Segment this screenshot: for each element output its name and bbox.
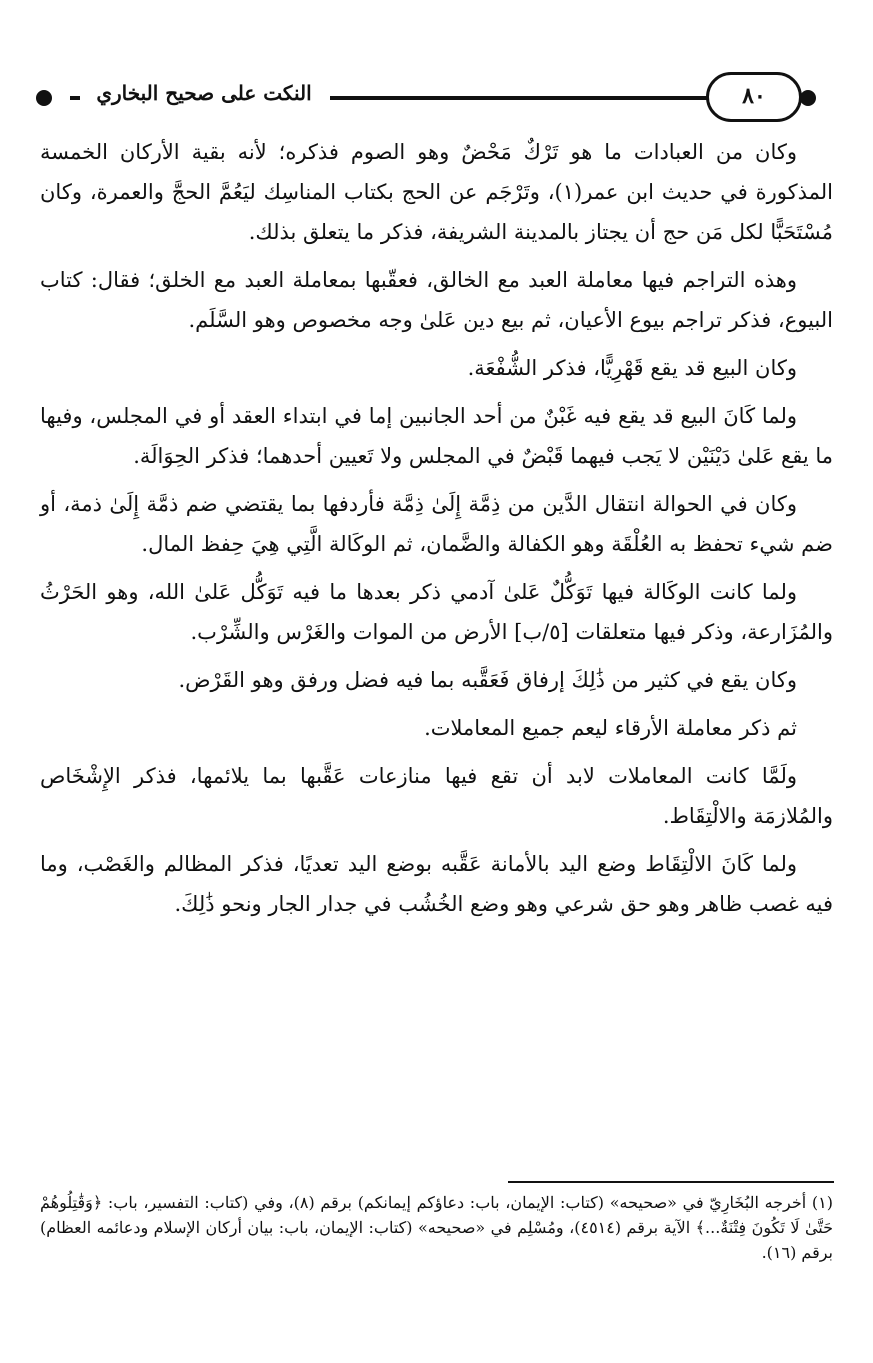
running-header: [30, 72, 832, 126]
main-text: [40, 132, 833, 932]
header-ornament-dot-right: [800, 90, 816, 106]
paragraph: ولَمَّا كانت المعاملات لابد أن تقع فيها منازعات عَقَّبها بما يلائمها، فذكر الإِشْخَاص والمُلازمَة والالْتِقَاط.: [40, 764, 833, 828]
header-rule-left: [70, 96, 80, 100]
paragraph: ولما كَانَ البيع قد يقع فيه غَبْنٌ من أحد الجانبين إما في ابتداء العقد أو في المجلس، وفيها ما يقع عَلىٰ دَيْنَيْن لا يَجب فيهما قَبْضٌ في المجلس ولا تَعيين أحدهما؛ فذكر الحِوَالَة.: [40, 404, 833, 468]
page-number-frame: [706, 72, 802, 122]
header-rule: [330, 96, 730, 100]
paragraph: ولما كَانَ الالْتِقَاط وضع اليد بالأمانة عَقَّبه بوضع اليد تعديًا، فذكر المظالم والغَصْب، وما فيه غصب ظاهر وهو حق شرعي وهو وضع الخُشُب في جدار الجار ونحو ذَٰلِكَ.: [40, 852, 833, 916]
paragraph: وكان من العبادات ما هو تَرْكٌ مَحْضٌ وهو الصوم فذكره؛ لأنه بقية الأركان الخمسة المذكورة في حديث ابن عمر(١)، وتَرْجَم عن الحج بكتاب المناسِك ليَعُمَّ الحجَّ والعمرة، وكان مُسْتَحَبًّا لكل مَن حج أن يجتاز بالمدينة الشريفة، فذكر ما يتعلق بذلك.: [40, 140, 833, 244]
footnote: (١) أخرجه البُخَارِيّ في «صحيحه» (كتاب: الإيمان، باب: دعاؤكم إيمانكم) برقم (٨)، وفي (كتاب: التفسير، باب: ﴿وَقَٰتِلُوهُمْ حَتَّىٰ لَا تَكُونَ فِتْنَةٌ...﴾ الآية برقم (٤٥١٤)، ومُسْلِم في «صحيحه» (كتاب: الإيمان، باب: بيان أركان الإسلام ودعائمه العظام) برقم (١٦).: [40, 1193, 834, 1262]
paragraph: وكان في الحوالة انتقال الدَّين من ذِمَّة إِلَىٰ ذِمَّة فأردفها بما يقتضي ضم ذمَّة إِلَىٰ ذمة، أو ضم شيء تحفظ به العُلْقَة وهو الكفالة والضَّمان، ثم الوكَالة الَّتِي هِيَ حِفظ المال.: [40, 492, 833, 556]
book-title: النكت على صحيح البخاري: [96, 81, 312, 105]
paragraph: وكان البيع قد يقع قَهْرِيًّا، فذكر الشُّفْعَة.: [467, 356, 797, 380]
footnotes: [40, 1190, 833, 1265]
paragraph: ثم ذكر معاملة الأرقاء ليعم جميع المعاملات.: [424, 716, 797, 740]
paragraph: وكان يقع في كثير من ذَٰلِكَ إرفاق فَعَقَّبه بما فيه فضل ورفق وهو القَرْض.: [178, 668, 797, 692]
page-number: ٨٠: [742, 83, 766, 109]
paragraph: وهذه التراجم فيها معاملة العبد مع الخالق، فعقّبها بمعاملة العبد مع الخلق؛ فقال: كتاب البيوع، فذكر تراجم بيوع الأعيان، ثم بيع دين عَلىٰ وجه مخصوص وهو السَّلَم.: [40, 268, 833, 332]
paragraph: ولما كانت الوكَالة فيها تَوَكُّلٌ عَلىٰ آدمي ذكر بعدها ما فيه تَوَكُّل عَلىٰ الله، وهو الحَرْثُ والمُزَارعة، وذكر فيها متعلقات [٥/ب] الأرض من الموات والغَرْس والشِّرْب.: [40, 580, 833, 644]
footnote-separator: [508, 1181, 834, 1183]
header-ornament-dot-left: [36, 90, 52, 106]
